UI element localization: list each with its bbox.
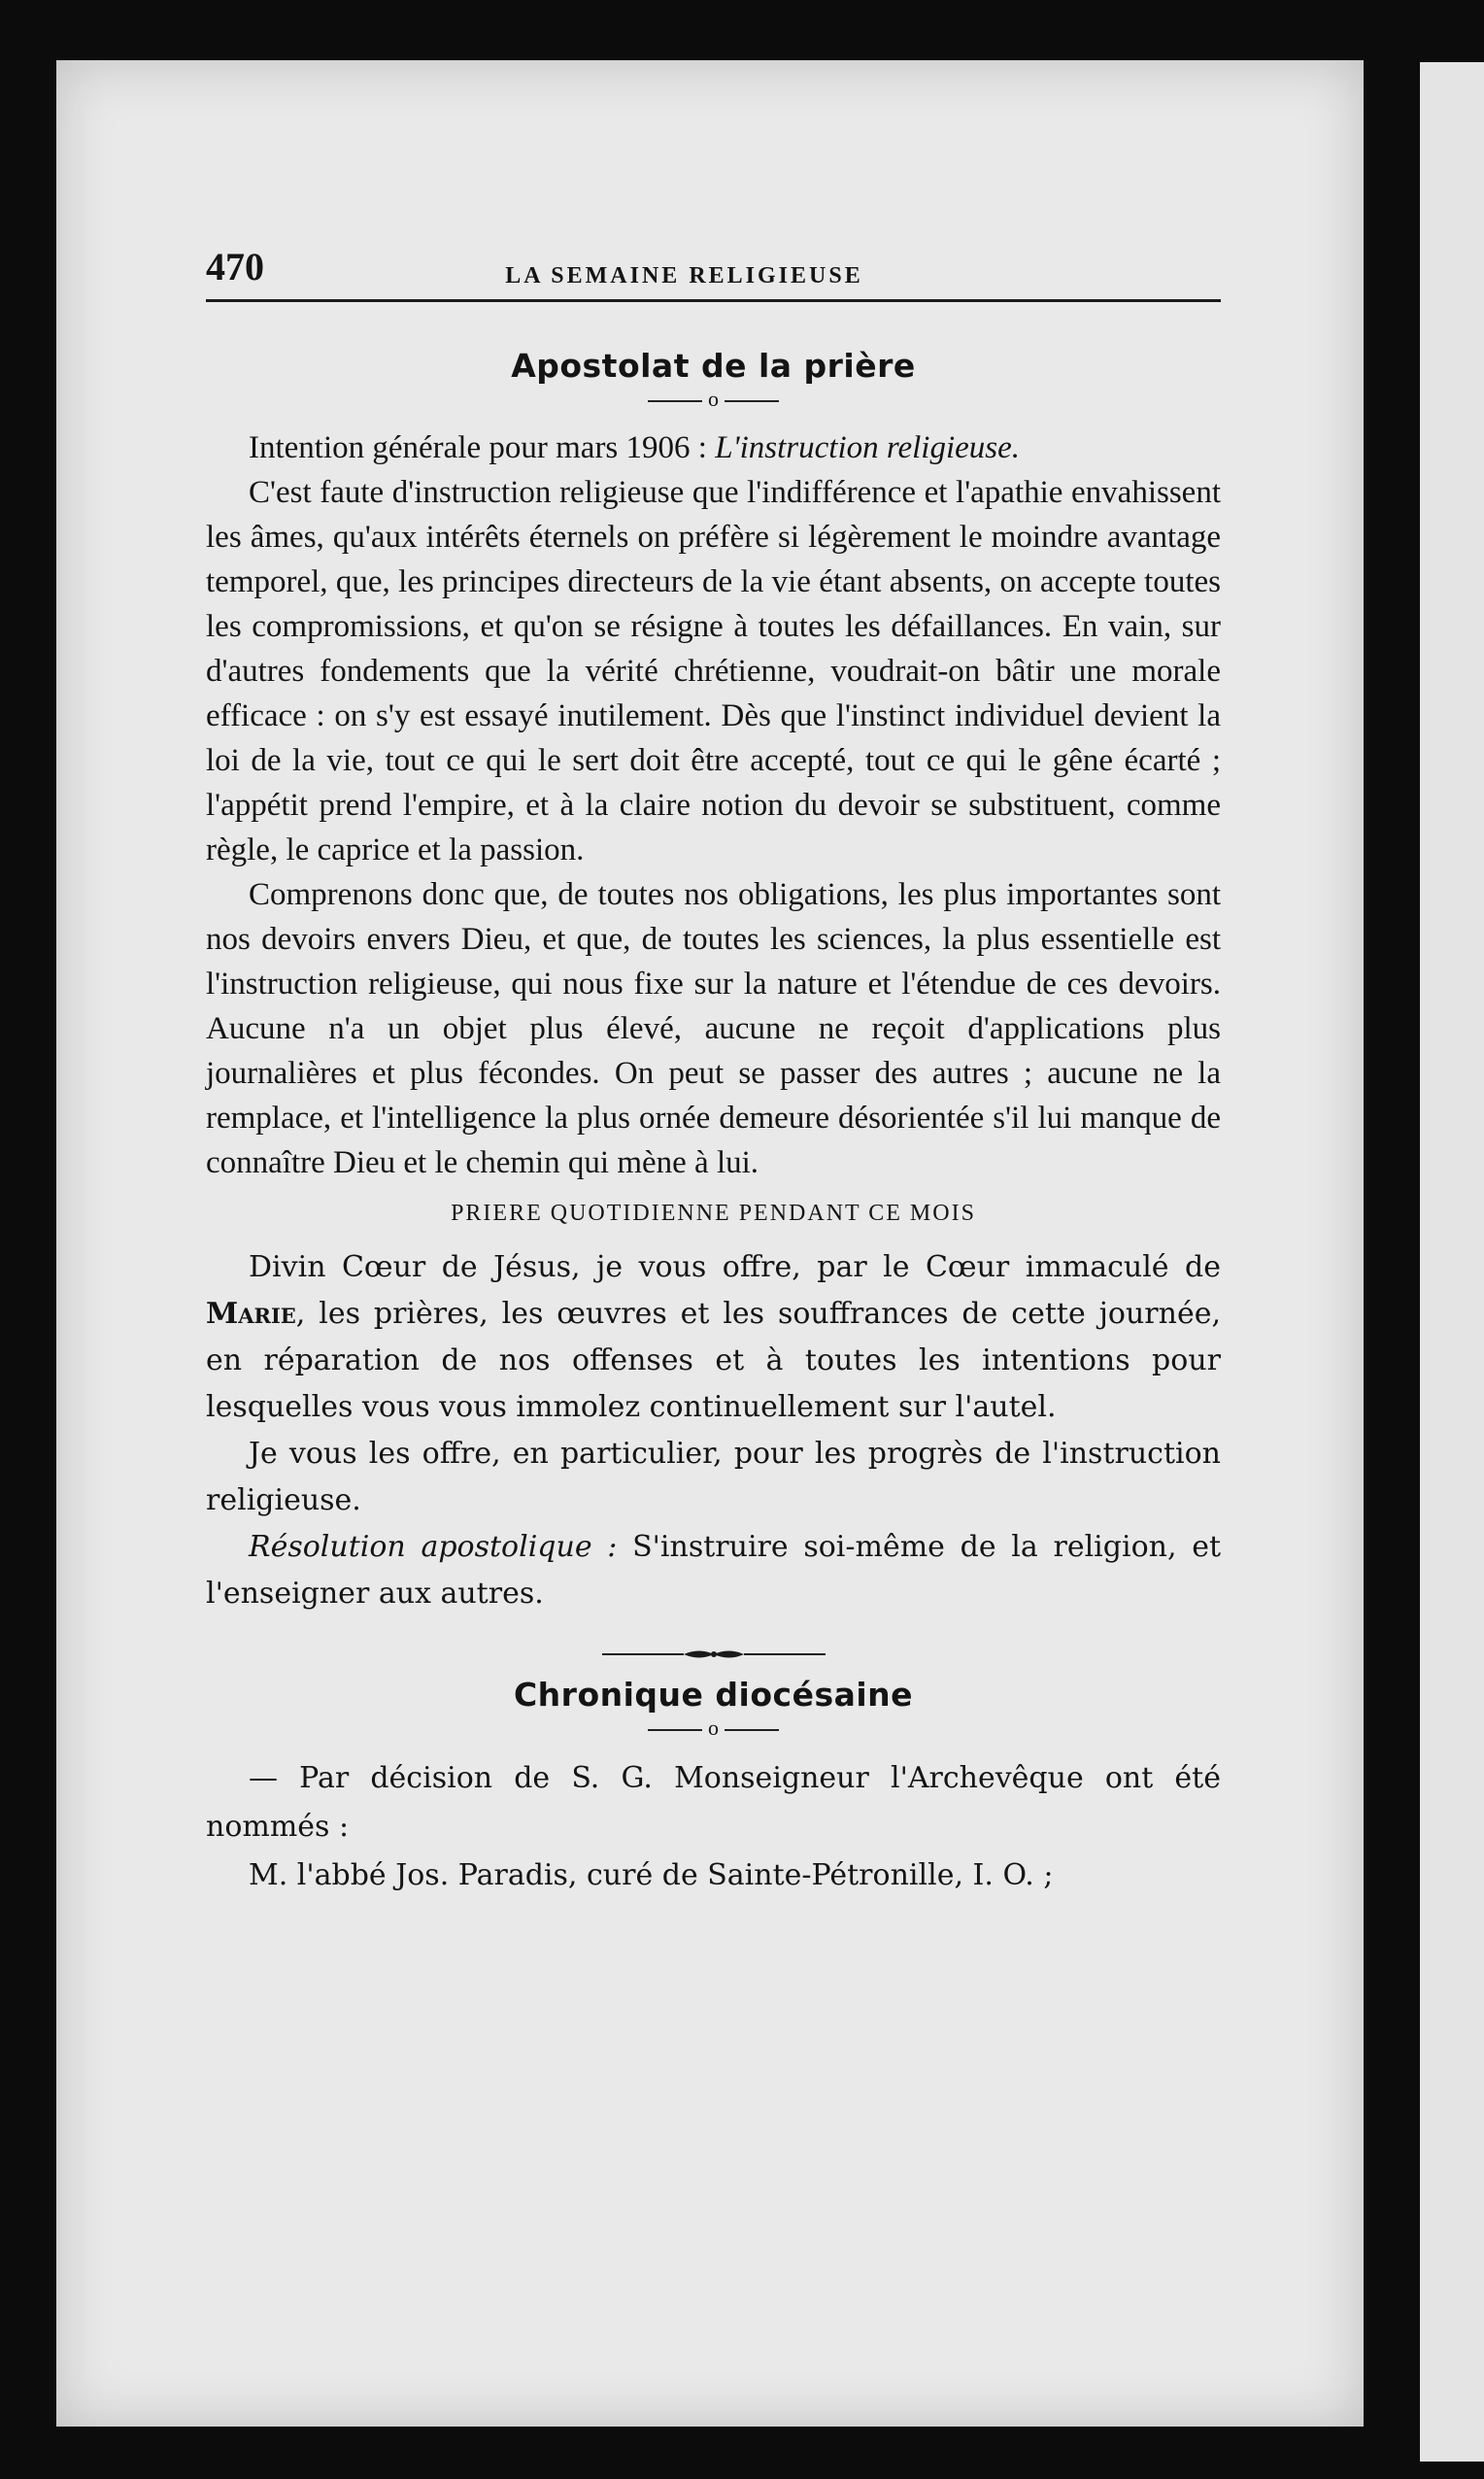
- intention-line: [206, 425, 1221, 470]
- apostolat-title: Apostolat de la prière: [511, 347, 916, 385]
- adjacent-page-edge: [1420, 62, 1484, 2462]
- intention-italic: L'instruction religieuse.: [715, 430, 1021, 465]
- journal-title: LA SEMAINE RELIGIEUSE: [505, 263, 863, 289]
- apostolat-paragraph-2: Comprenons donc que, de toutes nos obligations, les plus importantes sont nos devoirs envers Dieu, et que, de toutes les sciences, la plus essentielle est l'instruction religieuse, qui nous fixe sur la nature et l'étendue de ces devoirs. Aucune n'a un objet plus élevé, aucune ne reçoit d'applications plus journalières et plus fécondes. On peut se passer des autres ; aucune ne la remplace, et l'intelligence la plus ornée demeure désorientée s'il lui manque de connaître Dieu et le chemin qui mène à lui.: [206, 877, 1221, 1180]
- page-number: 470: [206, 245, 264, 289]
- chronique-paragraph-1: — Par décision de S. G. Monseigneur l'Archevêque ont été nommés :: [206, 1761, 1221, 1844]
- running-head: [206, 233, 1221, 302]
- chronique-section: [206, 1676, 1221, 1900]
- page-content: [206, 233, 1221, 1900]
- apostolat-section: [206, 347, 1221, 1185]
- chronique-paragraph-2: M. l'abbé Jos. Paradis, curé de Sainte-Pétronille, I. O. ;: [249, 1858, 1054, 1892]
- apostolat-paragraph-1: C'est faute d'instruction religieuse que l'indifférence et l'apathie envahissent les âmes, qu'aux intérêts éternels on préfère si légèrement le moindre avantage temporel, que, les principes directeurs de la vie étant absents, on accepte toutes les compromissions, et qu'on se résigne à toutes les défaillances. En vain, sur d'autres fondements que la vérité chrétienne, voudrait-on bâtir une morale efficace : on s'y est essayé inutilement. Dès que l'instinct individuel devient la loi de la vie, tout ce qui le sert doit être accepté, tout ce qui le gêne écarté ; l'appétit prend l'empire, et à la claire notion du devoir se substituent, comme règle, le caprice et la passion.: [206, 475, 1221, 867]
- apostolat-ornament: o: [206, 387, 1221, 412]
- name-marie: Marie: [206, 1297, 296, 1331]
- chronique-title: Chronique diocésaine: [513, 1676, 914, 1714]
- intention-prefix: Intention générale pour mars 1906 :: [249, 430, 716, 465]
- resolution-text: S'instruire soi-même de la religion, et l'enseigner aux autres.: [206, 1530, 1222, 1611]
- prayer-paragraph-1: Divin Cœur de Jésus, je vous offre, par le Cœur immaculé de Marie, les prières, les œuvres et les souffrances de cette journée, en réparation de nos offenses et à toutes les intentions pour lesquelles vous vous immolez continuellement sur l'autel.: [206, 1250, 1221, 1424]
- chronique-ornament: o: [206, 1715, 1221, 1741]
- resolution-paragraph: [206, 1524, 1221, 1617]
- prayer-paragraph-2: Je vous les offre, en particulier, pour les progrès de l'instruction religieuse.: [206, 1437, 1221, 1517]
- prayer-section: [206, 1201, 1221, 1617]
- prayer-heading: PRIERE QUOTIDIENNE PENDANT CE MOIS: [451, 1201, 976, 1226]
- resolution-label: Résolution apostolique :: [249, 1530, 618, 1564]
- section-divider-ornament: [206, 1647, 1221, 1666]
